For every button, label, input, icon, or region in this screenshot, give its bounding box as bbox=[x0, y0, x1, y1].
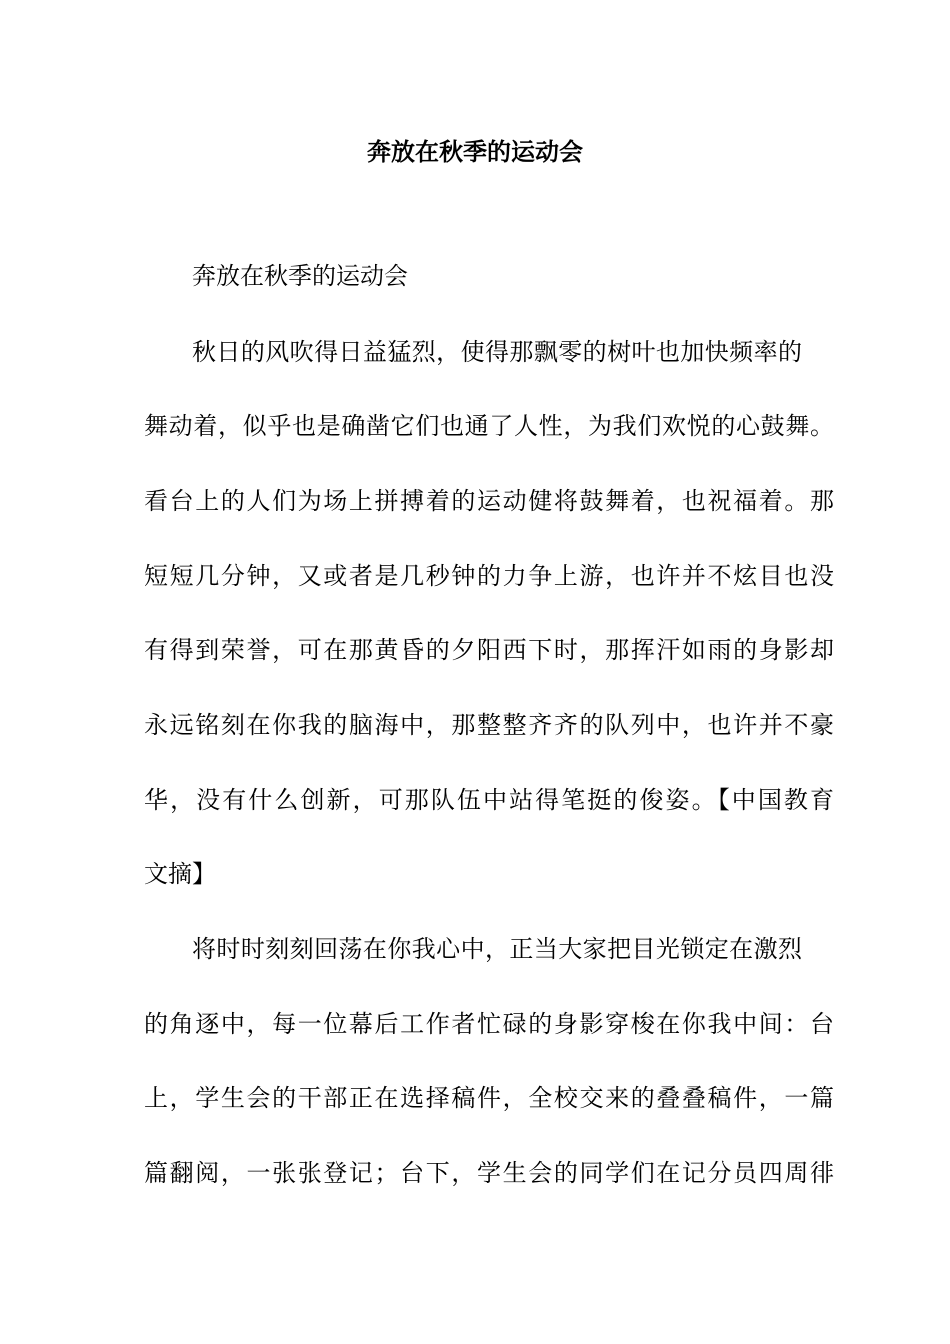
paragraph-line: 有得到荣誉，可在那黄昏的夕阳西下时，那挥汗如雨的身影却 bbox=[144, 636, 834, 664]
paragraph-line: 将时时刻刻回荡在你我心中，正当大家把目光锁定在激烈 bbox=[192, 935, 802, 963]
paragraph-line: 短短几分钟，又或者是几秒钟的力争上游，也许并不炫目也没 bbox=[144, 562, 834, 590]
paragraph-line: 的角逐中，每一位幕后工作者忙碌的身影穿梭在你我中间：台 bbox=[144, 1010, 834, 1038]
paragraph-line: 舞动着，似乎也是确凿它们也通了人性，为我们欢悦的心鼓舞。 bbox=[144, 412, 834, 440]
paragraph-line: 文摘】 bbox=[144, 860, 216, 888]
paragraph-line: 上，学生会的干部正在选择稿件，全校交来的叠叠稿件，一篇 bbox=[144, 1084, 834, 1112]
document-title: 奔放在秋季的运动会 bbox=[367, 137, 583, 166]
paragraph-line: 秋日的风吹得日益猛烈，使得那飘零的树叶也加快频率的 bbox=[192, 338, 802, 366]
subtitle-line: 奔放在秋季的运动会 bbox=[192, 262, 408, 290]
paragraph-line: 永远铭刻在你我的脑海中，那整整齐齐的队列中，也许并不豪 bbox=[144, 711, 834, 739]
paragraph-line: 华，没有什么创新，可那队伍中站得笔挺的俊姿。【中国教育 bbox=[144, 786, 834, 814]
paragraph-line: 看台上的人们为场上拼搏着的运动健将鼓舞着，也祝福着。那 bbox=[144, 487, 834, 515]
paragraph-line: 篇翻阅，一张张登记；台下，学生会的同学们在记分员四周徘 bbox=[144, 1159, 834, 1187]
